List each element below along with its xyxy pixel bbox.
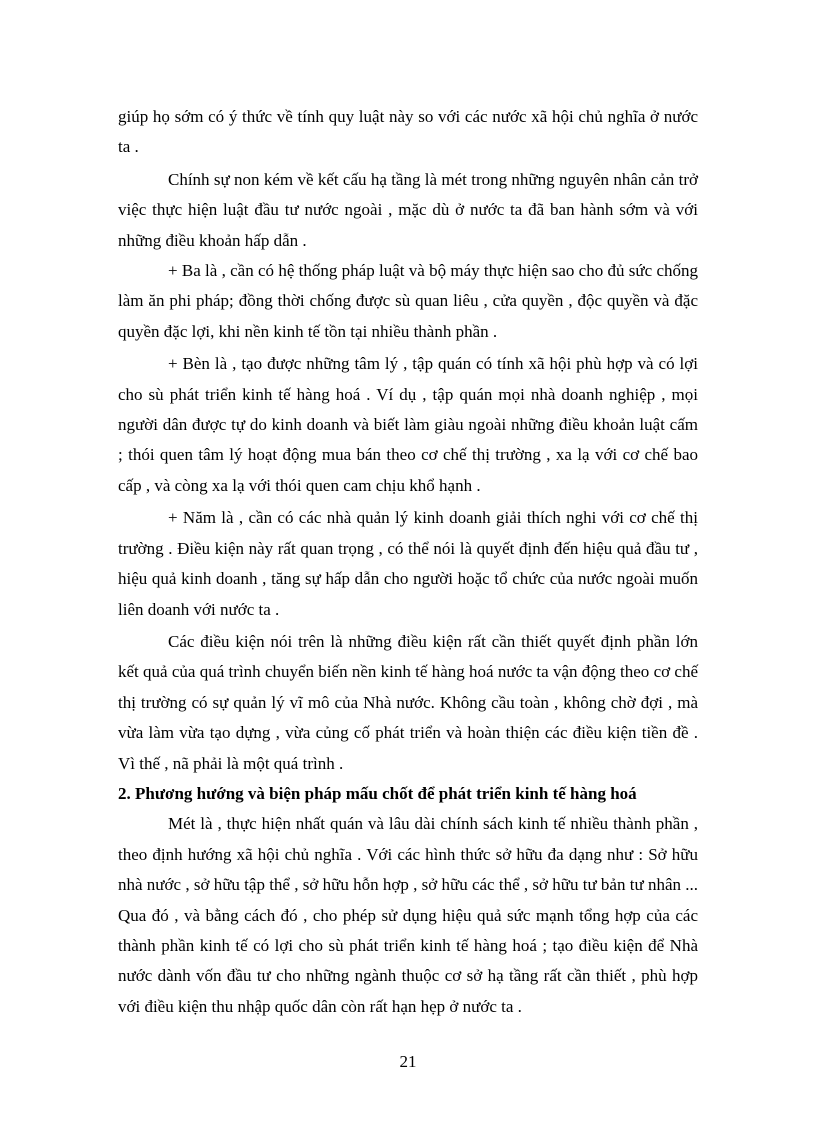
paragraph-5: + Năm là , cần có các nhà quản lý kinh doanh giải thích nghi với cơ chế thị trường . Điều kiện này rất quan trọng , có thể nói là quyết định đến hiệu quả đầu tư , hiệu quả kinh doanh , tăng sự hấp dẫn cho người hoặc tổ chức của nước ngoài muốn liên doanh với nước ta . [118,508,698,619]
paragraph-7: Mét là , thực hiện nhất quán và lâu dài chính sách kinh tế nhiều thành phần , theo định hướng xã hội chủ nghĩa . Với các hình thức sở hữu đa dạng như : Sở hữu nhà nước , sở hữu tập thể , sở hữu hỗn hợp , sở hữu các thể , sở hữu tư bản tư nhân ... Qua đó , và bằng cách đó , cho phép sử dụng hiệu quả sức mạnh tổng hợp của các thành phần kinh tế có lợi cho sù phát triển kinh tế hàng hoá ; tạo điều kiện để Nhà nước dành vốn đầu tư cho những ngành thuộc cơ sở hạ tầng rất cần thiết , phù hợp với điều kiện thu nhập quốc dân còn rất hạn hẹp ở nước ta . [118,814,698,1016]
paragraph-1: giúp họ sớm có ý thức về tính quy luật này so với các nước xã hội chủ nghĩa ở nước ta . [118,107,698,157]
page-number: 21 [399,1052,417,1071]
paragraph-3: + Ba là , cần có hệ thống pháp luật và bộ máy thực hiện sao cho đủ sức chống làm ăn phi pháp; đồng thời chống được sù quan liêu , cửa quyền , độc quyền và đặc quyền đặc lợi, khi nền kinh tế tồn tại nhiều thành phần . [118,261,698,341]
paragraph-4: + Bèn là , tạo được những tâm lý , tập quán có tính xã hội phù hợp và có lợi cho sù phát triển kinh tế hàng hoá . Ví dụ , tập quán mọi nhà doanh nghiệp , mọi người dân được tự do kinh doanh và biết làm giàu ngoài những điều khoản luật cấm ; thói quen tâm lý hoạt động mua bán theo cơ chế thị trường , xa lạ với cơ chế bao cấp , và còng xa lạ với thói quen cam chịu khổ hạnh . [118,354,698,495]
section-heading: 2. Phương hướng và biện pháp mấu chốt để phát triển kinh tế hàng hoá [118,783,637,803]
paragraph-2: Chính sự non kém về kết cấu hạ tầng là mét trong những nguyên nhân cản trở việc thực hiện luật đầu tư nước ngoài , mặc dù ở nước ta đã ban hành sớm và với những điều khoản hấp dẫn . [118,169,698,250]
paragraph-6: Các điều kiện nói trên là những điều kiện rất cần thiết quyết định phần lớn kết quả của quá trình chuyển biến nền kinh tế hàng hoá nước ta vận động theo cơ chế thị trường có sự quản lý vĩ mô của Nhà nước. Không cầu toàn , không chờ đợi , mà vừa làm vừa tạo dựng , vừa củng cố phát triển và hoàn thiện các điều kiện tiền đề . Vì thế , nã phải là một quá trình . [118,631,698,773]
body-text [118,102,698,1022]
